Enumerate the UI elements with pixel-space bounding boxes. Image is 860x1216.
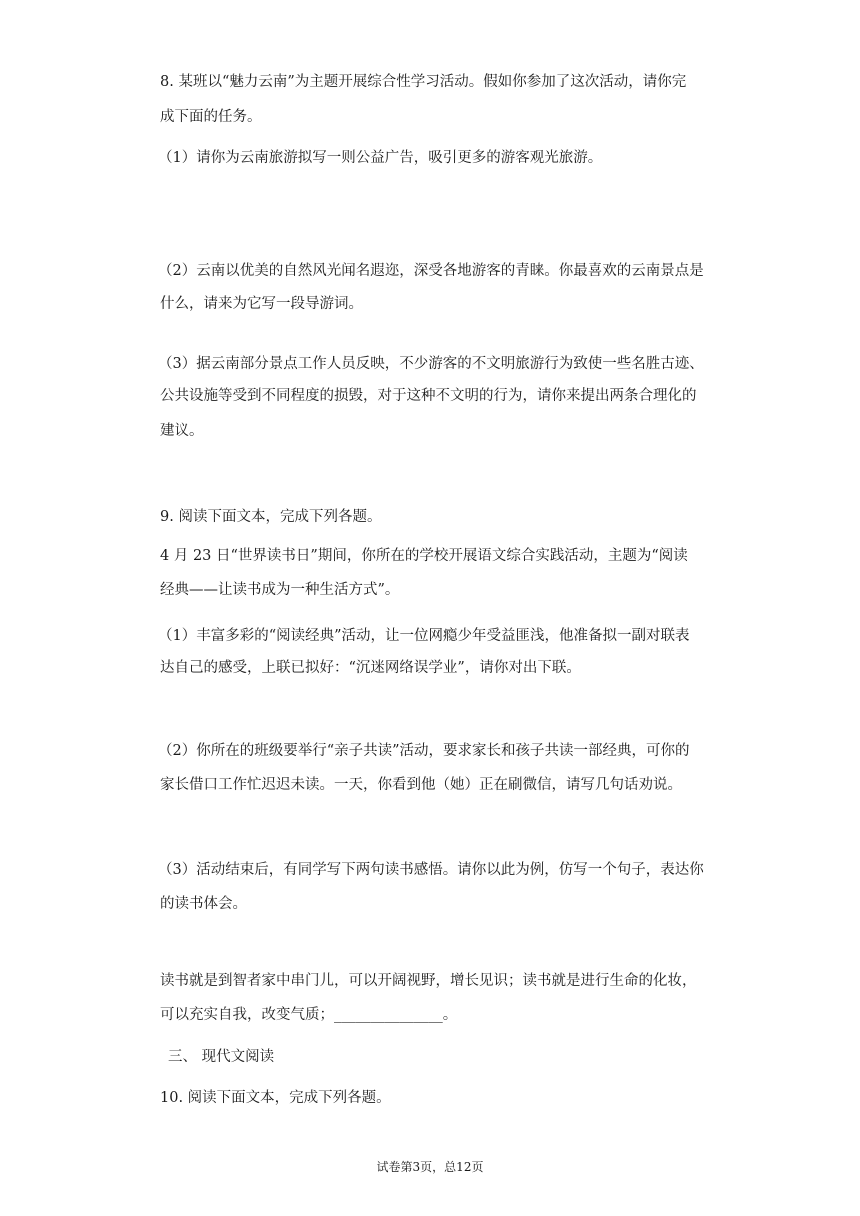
q9-subquestion-1-line-1: （1）丰富多彩的“阅读经典”活动，让一位网瘾少年受益匪浅，他准备拟一副对联表 xyxy=(158,628,690,644)
q8-line-2: 成下面的任务。 xyxy=(160,109,262,125)
q9-subquestion-3-line-1: （3）活动结束后，有同学写下两句读书感悟。请你以此为例，仿写一个句子，表达你 xyxy=(158,862,704,878)
q9-example-line-1: 读书就是到智者家中串门儿，可以开阔视野，增长见识；读书就是进行生命的化妆， xyxy=(160,973,697,989)
q8-line-1: 8. 某班以“魅力云南”为主题开展综合性学习活动。假如你参加了这次活动，请你完 xyxy=(160,74,687,90)
q9-intro-line-1: 4 月 23 日“世界读书日”期间，你所在的学校开展语文综合实践活动，主题为“阅读 xyxy=(160,548,688,564)
page-footer: 试卷第3页，总12页 xyxy=(376,1160,484,1174)
section-heading-modern-reading: 三、 现代文阅读 xyxy=(168,1049,275,1065)
q10-title: 10. 阅读下面文本，完成下列各题。 xyxy=(160,1090,391,1106)
q8-subquestion-2-line-2: 什么，请来为它写一段导游词。 xyxy=(160,296,363,312)
q8-subquestion-1: （1）请你为云南旅游拟写一则公益广告，吸引更多的游客观光旅游。 xyxy=(158,150,603,166)
q9-subquestion-3-line-2: 的读书体会。 xyxy=(160,896,247,912)
q9-subquestion-1-line-2: 达自己的感受，上联已拟好：“沉迷网络误学业”，请你对出下联。 xyxy=(160,660,581,676)
q8-subquestion-3-line-3: 建议。 xyxy=(160,423,204,439)
q9-subquestion-2-line-1: （2）你所在的班级要举行“亲子共读”活动，要求家长和孩子共读一部经典，可你的 xyxy=(158,743,690,759)
q8-subquestion-3-line-1: （3）据云南部分景点工作人员反映，不少游客的不文明旅游行为致使一些名胜古迹、 xyxy=(158,356,704,372)
q8-subquestion-3-line-2: 公共设施等受到不同程度的损毁，对于这种不文明的行为，请你来提出两条合理化的 xyxy=(160,388,697,404)
q9-title: 9. 阅读下面文本，完成下列各题。 xyxy=(160,509,382,525)
q9-subquestion-2-line-2: 家长借口工作忙迟迟未读。一天，你看到他（她）正在刷微信，请写几句话劝说。 xyxy=(160,777,682,793)
q9-intro-line-2: 经典——让读书成为一种生活方式”。 xyxy=(160,582,400,598)
q8-subquestion-2-line-1: （2）云南以优美的自然风光闻名遐迩，深受各地游客的青睐。你最喜欢的云南景点是 xyxy=(158,263,704,279)
q9-example-line-2: 可以充实自我，改变气质；_______________。 xyxy=(160,1007,458,1023)
